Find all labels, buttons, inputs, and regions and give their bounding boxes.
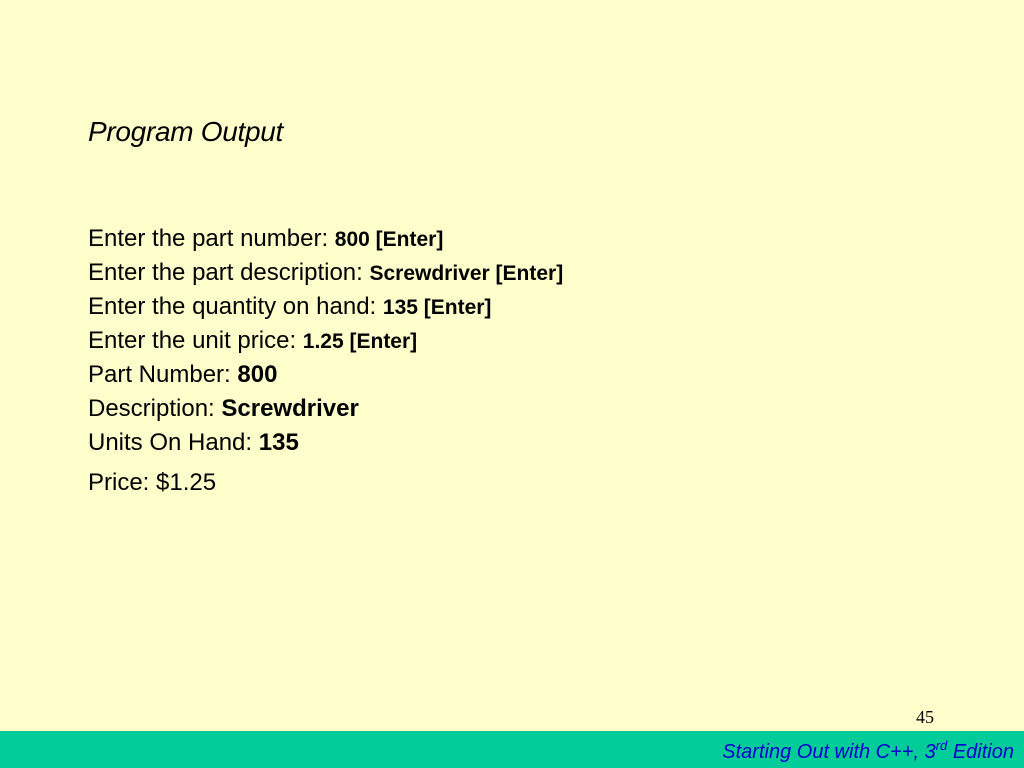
output-label: Part Number: bbox=[88, 361, 238, 388]
user-input: Screwdriver [Enter] bbox=[369, 262, 564, 285]
book-title-superscript: rd bbox=[935, 738, 948, 753]
book-title bbox=[722, 738, 1014, 764]
program-output bbox=[88, 222, 563, 500]
output-label: Description: bbox=[88, 395, 222, 422]
output-label: Units On Hand: bbox=[88, 429, 259, 456]
page-number: 45 bbox=[916, 707, 934, 727]
output-line bbox=[88, 392, 563, 426]
output-line bbox=[88, 256, 563, 290]
prompt-text: Enter the quantity on hand: bbox=[88, 293, 383, 320]
output-line bbox=[88, 290, 563, 324]
output-value: Screwdriver bbox=[221, 395, 359, 422]
output-value: 800 bbox=[237, 361, 278, 388]
user-input: 800 [Enter] bbox=[334, 228, 444, 251]
book-title-main: Starting Out with C++, 3 bbox=[722, 741, 936, 763]
user-input: 135 [Enter] bbox=[382, 296, 492, 319]
output-line bbox=[88, 466, 563, 500]
prompt-text: Enter the unit price: bbox=[88, 327, 303, 354]
output-line bbox=[88, 324, 563, 358]
output-line bbox=[88, 426, 563, 460]
output-value: 135 bbox=[258, 429, 299, 456]
output-line bbox=[88, 358, 563, 392]
output-label: Price: $1.25 bbox=[88, 469, 217, 496]
footer-bar bbox=[0, 731, 1024, 768]
output-line bbox=[88, 222, 563, 256]
user-input: 1.25 [Enter] bbox=[302, 330, 418, 353]
prompt-text: Enter the part description: bbox=[88, 259, 370, 286]
slide-title: Program Output bbox=[88, 116, 283, 147]
prompt-text: Enter the part number: bbox=[88, 225, 335, 252]
book-title-edition: Edition bbox=[947, 741, 1014, 763]
